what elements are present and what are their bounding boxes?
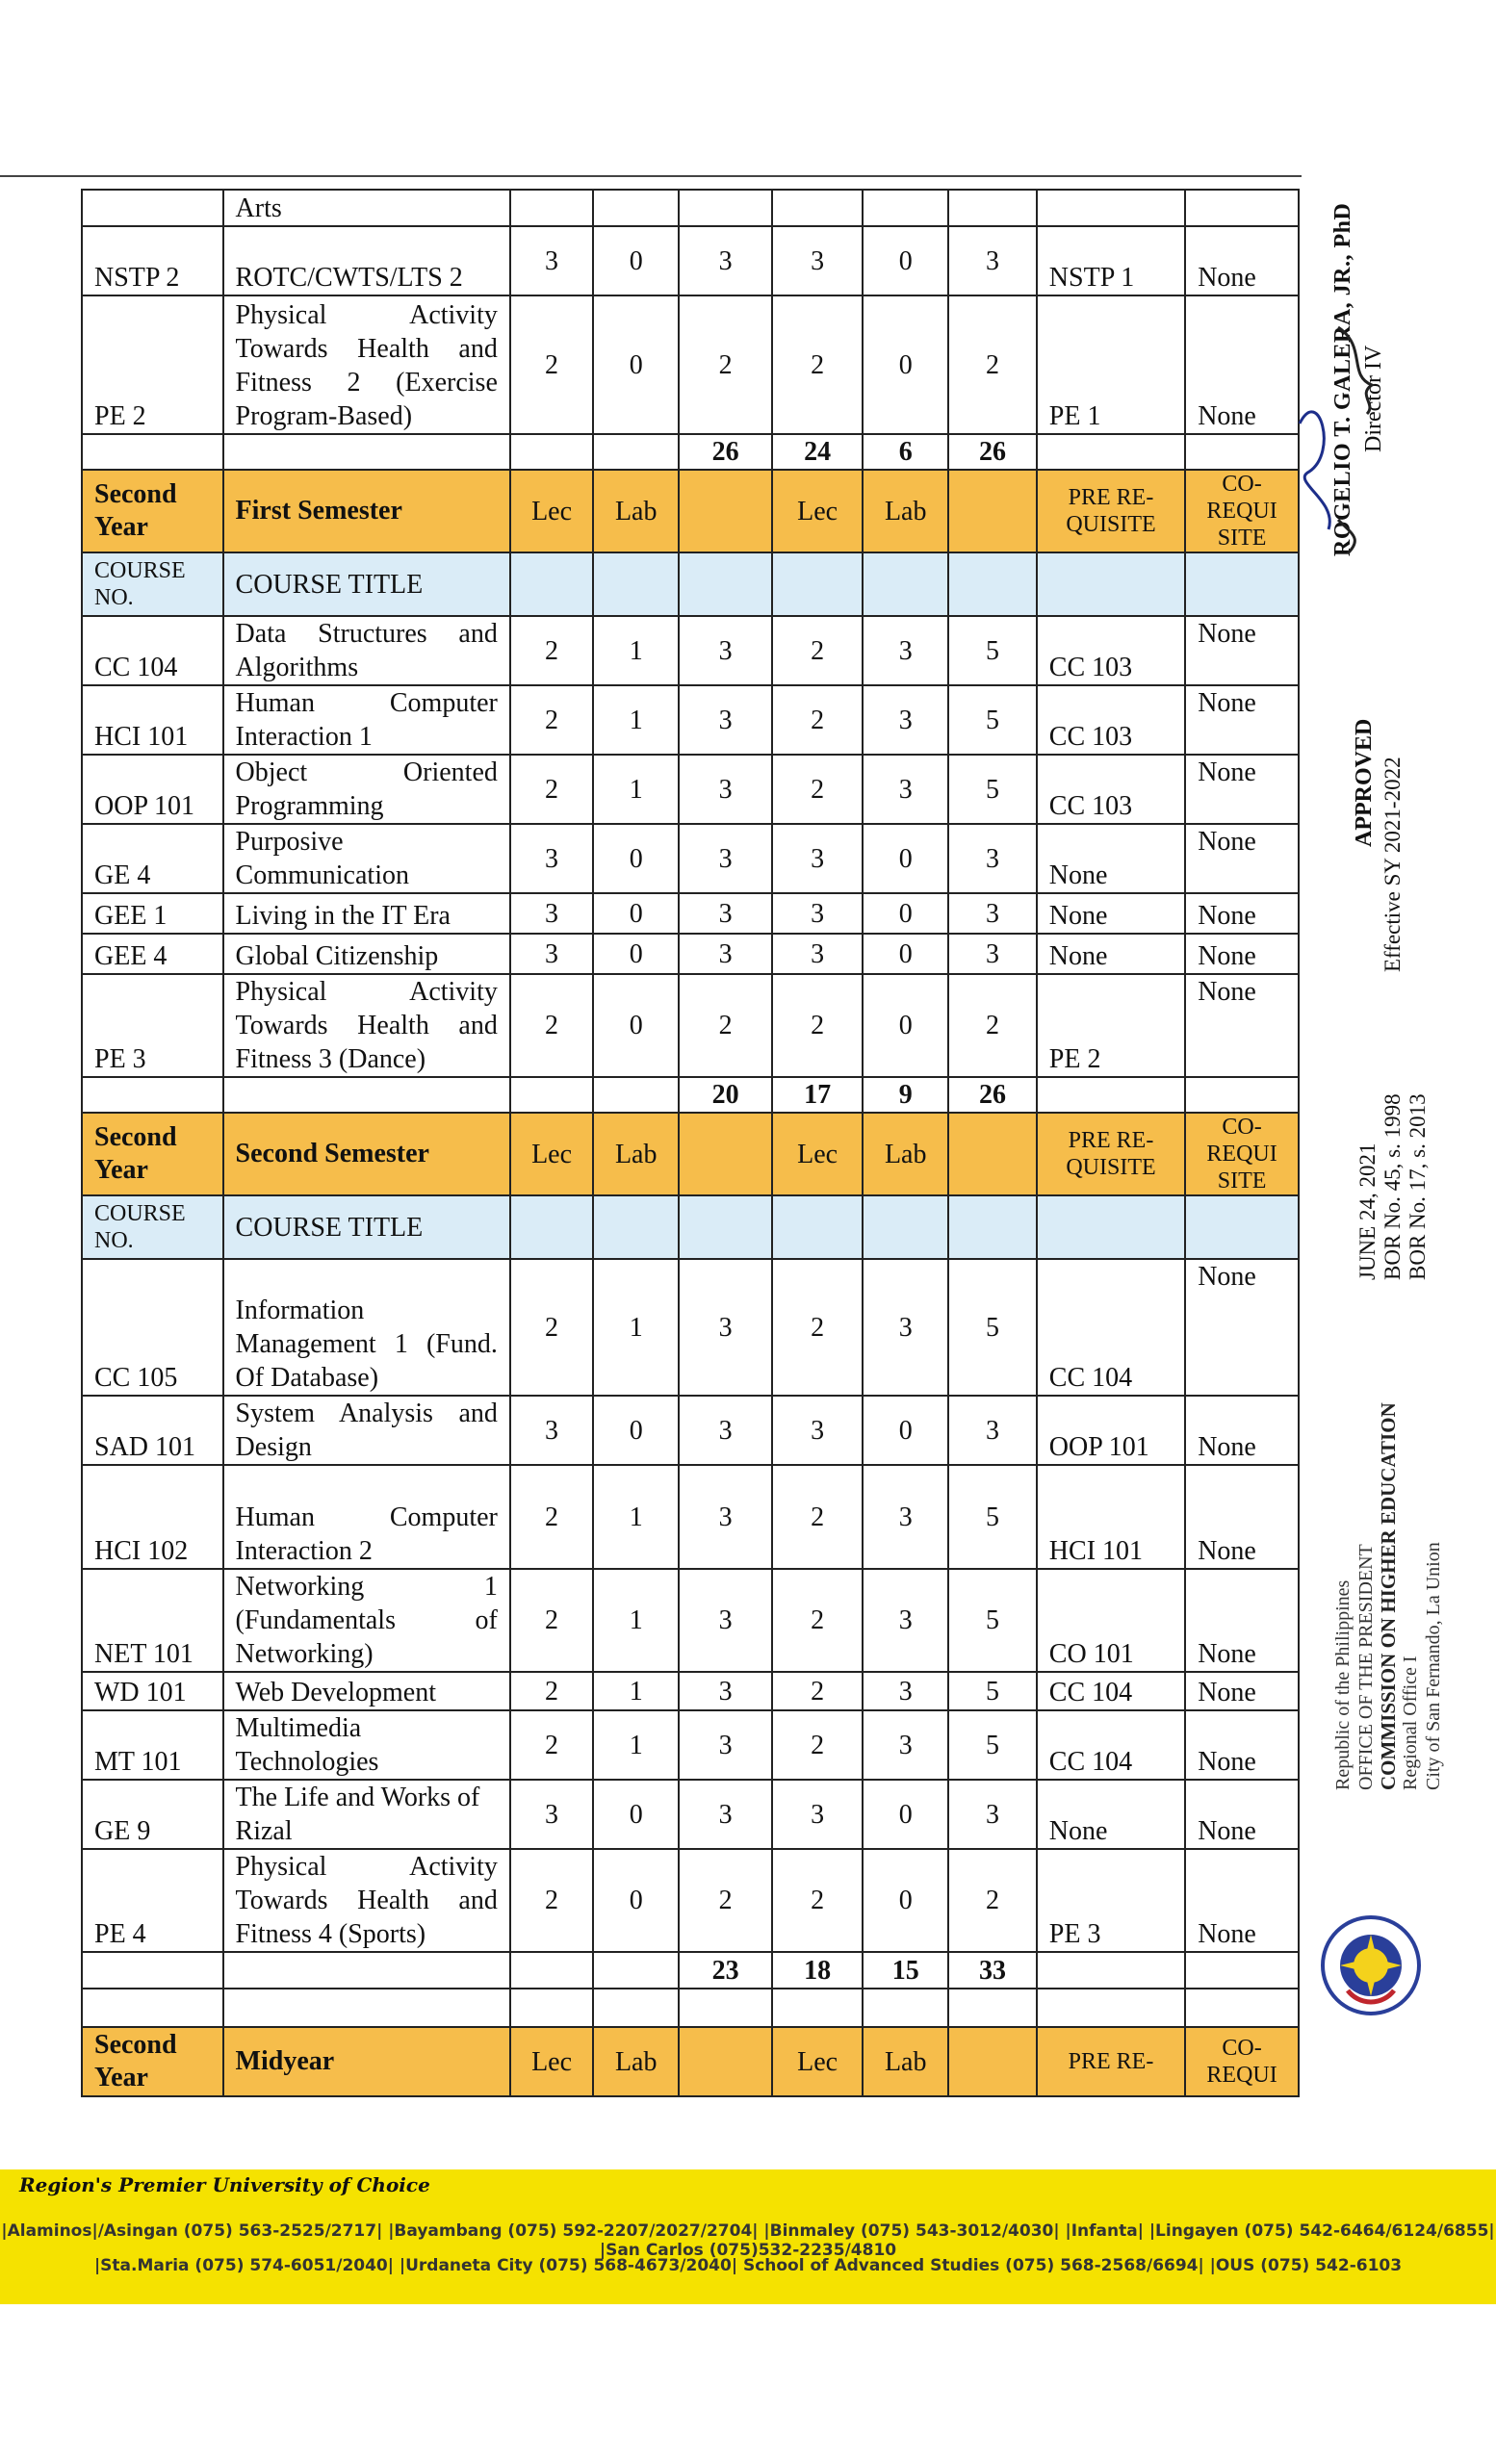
lab-units: 0	[593, 934, 679, 974]
prerequisite: PE 1	[1037, 295, 1185, 434]
total-cell: 18	[772, 1952, 863, 1989]
course-no: SAD 101	[82, 1396, 223, 1465]
credit-units: 3	[679, 685, 772, 755]
total-hours: 5	[948, 1465, 1037, 1569]
semester-header	[82, 470, 1299, 552]
prerequisite: None	[1037, 934, 1185, 974]
course-no: PE 2	[82, 295, 223, 434]
lec-header: Lec	[510, 2027, 593, 2096]
corequisite: None	[1185, 1849, 1299, 1952]
credit-units: 2	[679, 974, 772, 1077]
prerequisite: CC 104	[1037, 1672, 1185, 1710]
credit-units: 3	[679, 616, 772, 685]
table-row	[82, 295, 1299, 434]
total-hours: 5	[948, 1710, 1037, 1780]
course-title-header: COURSE TITLE	[223, 552, 510, 616]
corequisite: None	[1185, 824, 1299, 893]
lec-hours: 3	[772, 893, 863, 934]
prerequisite: CC 104	[1037, 1710, 1185, 1780]
lab-hours: 3	[863, 1465, 948, 1569]
course-title: Object Oriented Programming	[223, 755, 510, 824]
table-row	[82, 824, 1299, 893]
course-no: GE 9	[82, 1780, 223, 1849]
total-cell	[510, 1952, 593, 1989]
corequisite: None	[1185, 1465, 1299, 1569]
prerequisite: HCI 101	[1037, 1465, 1185, 1569]
credit-units: 3	[679, 1672, 772, 1710]
lab-hours: 3	[863, 1259, 948, 1396]
total-hours: 5	[948, 755, 1037, 824]
lab-units: 1	[593, 1710, 679, 1780]
lec-hours: 3	[772, 226, 863, 295]
ched-line: Regional Office I	[1400, 1656, 1421, 1790]
year-label: Second Year	[82, 2027, 223, 2096]
ched-seal-icon	[1319, 1913, 1423, 2017]
prerequisite-header: PRE RE-	[1037, 2027, 1185, 2096]
semester-label: Midyear	[223, 2027, 510, 2096]
total-cell: 15	[863, 1952, 948, 1989]
prerequisite: PE 3	[1037, 1849, 1185, 1952]
bor-reference: BOR No. 17, s. 2013	[1406, 1093, 1430, 1280]
lec-units: 2	[510, 1259, 593, 1396]
credit-units: 3	[679, 934, 772, 974]
course-no: CC 105	[82, 1259, 223, 1396]
lab-units: 0	[593, 1780, 679, 1849]
prerequisite: CC 103	[1037, 755, 1185, 824]
lec-hours: 2	[772, 974, 863, 1077]
table-row	[82, 226, 1299, 295]
table-row	[82, 893, 1299, 934]
course-no: MT 101	[82, 1710, 223, 1780]
totals-row	[82, 1952, 1299, 1989]
lec-units: 2	[510, 1849, 593, 1952]
year-label: Second Year	[82, 1113, 223, 1195]
total-cell	[510, 434, 593, 470]
lab-units: 0	[593, 295, 679, 434]
credit-units: 3	[679, 755, 772, 824]
total-cell: 26	[948, 434, 1037, 470]
lab-units: 1	[593, 1672, 679, 1710]
course-title: The Life and Works of Rizal	[223, 1780, 510, 1849]
course-title: Purposive Communication	[223, 824, 510, 893]
lec-units: 3	[510, 1780, 593, 1849]
lab-header: Lab	[863, 470, 948, 552]
corequisite-header: CO-REQUI	[1185, 2027, 1299, 2096]
course-title: Multimedia Technologies	[223, 1710, 510, 1780]
course-title: Physical Activity Towards Health and Fitness 3 (Dance)	[223, 974, 510, 1077]
prerequisite: CC 104	[1037, 1259, 1185, 1396]
lab-header: Lab	[593, 2027, 679, 2096]
total-hours: 3	[948, 1396, 1037, 1465]
corequisite: None	[1185, 974, 1299, 1077]
lab-units: 0	[593, 1396, 679, 1465]
credit-units: 3	[679, 1259, 772, 1396]
lec-units: 2	[510, 1569, 593, 1672]
total-cell: 26	[679, 434, 772, 470]
total-hours: 2	[948, 1849, 1037, 1952]
table-row	[82, 1672, 1299, 1710]
credit-units: 3	[679, 1710, 772, 1780]
lec-hours: 2	[772, 616, 863, 685]
lec-header: Lec	[510, 1113, 593, 1195]
course-title: Arts	[223, 190, 510, 226]
course-no-header: COURSE NO.	[82, 552, 223, 616]
year-label: Second Year	[82, 470, 223, 552]
lec-hours: 2	[772, 1569, 863, 1672]
campus-contacts: |Alaminos|/Asingan (075) 563-2525/2717| |Bayambang (075) 592-2207/2027/2704| |Binmaley (075) 543-3012/4030| |Infanta| |Lingayen (075) 542-6464/6124/6855| |San Carlos (075)532-2235/4810	[1, 2221, 1495, 2260]
top-border-line	[0, 175, 1302, 177]
lab-units: 1	[593, 1259, 679, 1396]
corequisite: None	[1185, 755, 1299, 824]
lec-hours: 3	[772, 824, 863, 893]
column-header-row	[82, 552, 1299, 616]
credit-units: 3	[679, 1569, 772, 1672]
lab-units: 1	[593, 1569, 679, 1672]
lec-header: Lec	[772, 1113, 863, 1195]
lec-units: 3	[510, 1396, 593, 1465]
course-no: GEE 1	[82, 893, 223, 934]
lec-header: Lec	[772, 470, 863, 552]
course-title: Information Management 1 (Fund. Of Database)	[223, 1259, 510, 1396]
course-title: ROTC/CWTS/LTS 2	[223, 226, 510, 295]
credit-units: 3	[679, 1396, 772, 1465]
course-title: Human Computer Interaction 1	[223, 685, 510, 755]
university-slogan: Region's Premier University of Choice	[19, 2173, 430, 2196]
credit-units: 3	[679, 1780, 772, 1849]
course-title-header: COURSE TITLE	[223, 1195, 510, 1259]
lec-hours: 2	[772, 1672, 863, 1710]
signature-image	[1280, 308, 1386, 558]
totals-row	[82, 1077, 1299, 1113]
lec-hours: 2	[772, 755, 863, 824]
total-hours: 3	[948, 893, 1037, 934]
course-title: System Analysis and Design	[223, 1396, 510, 1465]
course-no: GEE 4	[82, 934, 223, 974]
total-cell: 23	[679, 1952, 772, 1989]
lec-units: 2	[510, 295, 593, 434]
corequisite-header: CO-REQUI SITE	[1185, 1113, 1299, 1195]
total-cell: 24	[772, 434, 863, 470]
course-no-header: COURSE NO.	[82, 1195, 223, 1259]
lab-units: 0	[593, 974, 679, 1077]
lec-header: Lec	[510, 470, 593, 552]
lec-units: 3	[510, 824, 593, 893]
corequisite: None	[1185, 1569, 1299, 1672]
total-hours: 5	[948, 1569, 1037, 1672]
lec-units: 2	[510, 685, 593, 755]
total-hours: 3	[948, 1780, 1037, 1849]
course-title: Human Computer Interaction 2	[223, 1465, 510, 1569]
lab-hours: 0	[863, 1780, 948, 1849]
lab-units: 1	[593, 1465, 679, 1569]
approver-name: ROGELIO T. GALERA, JR., PhD	[1330, 202, 1355, 556]
lab-hours: 0	[863, 226, 948, 295]
prerequisite-header: PRE RE-QUISITE	[1037, 1113, 1185, 1195]
bor-reference: BOR No. 45, s. 1998	[1380, 1093, 1405, 1280]
total-hours: 5	[948, 1672, 1037, 1710]
total-cell: 9	[863, 1077, 948, 1113]
prerequisite: None	[1037, 893, 1185, 934]
credit-units: 2	[679, 295, 772, 434]
total-cell: 20	[679, 1077, 772, 1113]
corequisite: None	[1185, 893, 1299, 934]
table-row	[82, 1849, 1299, 1952]
prerequisite: CC 103	[1037, 685, 1185, 755]
approver-title: Director IV	[1361, 345, 1386, 452]
lab-header: Lab	[593, 470, 679, 552]
ched-line: Republic of the Philippines	[1332, 1579, 1354, 1790]
lec-units: 2	[510, 1672, 593, 1710]
table-row	[82, 1710, 1299, 1780]
empty-row	[82, 1989, 1299, 2027]
total-cell: 6	[863, 434, 948, 470]
course-no: HCI 102	[82, 1465, 223, 1569]
corequisite: None	[1185, 934, 1299, 974]
lab-units: 1	[593, 616, 679, 685]
table-row	[82, 1259, 1299, 1396]
prerequisite-header: PRE RE-QUISITE	[1037, 470, 1185, 552]
course-no: WD 101	[82, 1672, 223, 1710]
lab-hours: 3	[863, 1710, 948, 1780]
lab-units: 0	[593, 893, 679, 934]
lab-units: 0	[593, 226, 679, 295]
course-no: GE 4	[82, 824, 223, 893]
corequisite: None	[1185, 616, 1299, 685]
course-no: OOP 101	[82, 755, 223, 824]
lab-units: 0	[593, 1849, 679, 1952]
lab-header: Lab	[863, 1113, 948, 1195]
lab-hours: 3	[863, 616, 948, 685]
total-cell: 17	[772, 1077, 863, 1113]
prerequisite: OOP 101	[1037, 1396, 1185, 1465]
total-cell: 33	[948, 1952, 1037, 1989]
lab-units: 0	[593, 824, 679, 893]
course-title: Web Development	[223, 1672, 510, 1710]
credit-units: 2	[679, 1849, 772, 1952]
lab-header: Lab	[593, 1113, 679, 1195]
lab-header: Lab	[863, 2027, 948, 2096]
course-title: Networking 1 (Fundamentals of Networking)	[223, 1569, 510, 1672]
lab-units: 1	[593, 755, 679, 824]
lec-hours: 2	[772, 1259, 863, 1396]
lab-hours: 3	[863, 685, 948, 755]
prerequisite: PE 2	[1037, 974, 1185, 1077]
curriculum-table	[81, 189, 1300, 2097]
total-cell	[510, 1077, 593, 1113]
table-row	[82, 974, 1299, 1077]
corequisite: None	[1185, 226, 1299, 295]
credit-units: 3	[679, 1465, 772, 1569]
corequisite: None	[1185, 685, 1299, 755]
total-hours: 5	[948, 1259, 1037, 1396]
prerequisite: None	[1037, 1780, 1185, 1849]
total-cell	[593, 1077, 679, 1113]
credit-units: 3	[679, 893, 772, 934]
lec-units: 2	[510, 1465, 593, 1569]
ched-line: OFFICE OF THE PRESIDENT	[1355, 1544, 1377, 1790]
lec-units: 3	[510, 893, 593, 934]
lec-hours: 2	[772, 1710, 863, 1780]
approved-label: APPROVED	[1352, 718, 1377, 847]
lec-units: 2	[510, 616, 593, 685]
table-row	[82, 1396, 1299, 1465]
course-no: HCI 101	[82, 685, 223, 755]
campus-contacts: |Sta.Maria (075) 574-6051/2040| |Urdaneta City (075) 568-4673/2040| School of Advanced Studies (075) 568-2568/6694| |OUS (075) 542-6103	[93, 2256, 1403, 2275]
credit-units: 3	[679, 226, 772, 295]
course-no: NSTP 2	[82, 226, 223, 295]
table-row	[82, 685, 1299, 755]
course-title: Physical Activity Towards Health and Fitness 4 (Sports)	[223, 1849, 510, 1952]
lec-hours: 2	[772, 1465, 863, 1569]
course-no	[82, 190, 223, 226]
lab-hours: 3	[863, 755, 948, 824]
table-row	[82, 1569, 1299, 1672]
total-cell: 26	[948, 1077, 1037, 1113]
lec-hours: 3	[772, 1396, 863, 1465]
lec-hours: 2	[772, 295, 863, 434]
lec-hours: 2	[772, 1849, 863, 1952]
table-row	[82, 190, 1299, 226]
lec-hours: 2	[772, 685, 863, 755]
table-row	[82, 1465, 1299, 1569]
table-row	[82, 755, 1299, 824]
corequisite: None	[1185, 295, 1299, 434]
lec-hours: 3	[772, 934, 863, 974]
approval-date: JUNE 24, 2021	[1355, 1142, 1380, 1280]
lab-hours: 0	[863, 1849, 948, 1952]
lec-units: 3	[510, 934, 593, 974]
prerequisite: None	[1037, 824, 1185, 893]
lab-hours: 0	[863, 1396, 948, 1465]
semester-header	[82, 1113, 1299, 1195]
credit-units: 3	[679, 824, 772, 893]
corequisite: None	[1185, 1396, 1299, 1465]
course-no: PE 4	[82, 1849, 223, 1952]
prerequisite: CO 101	[1037, 1569, 1185, 1672]
lab-hours: 3	[863, 1672, 948, 1710]
total-cell	[593, 434, 679, 470]
effective-year: Effective SY 2021-2022	[1380, 757, 1405, 972]
course-no: NET 101	[82, 1569, 223, 1672]
corequisite: None	[1185, 1710, 1299, 1780]
semester-label: Second Semester	[223, 1113, 510, 1195]
corequisite-header: CO-REQUI SITE	[1185, 470, 1299, 552]
lab-units: 1	[593, 685, 679, 755]
totals-row	[82, 434, 1299, 470]
semester-header	[82, 2027, 1299, 2096]
course-title: Physical Activity Towards Health and Fitness 2 (Exercise Program-Based)	[223, 295, 510, 434]
lec-units: 2	[510, 974, 593, 1077]
semester-label: First Semester	[223, 470, 510, 552]
total-hours: 2	[948, 295, 1037, 434]
lab-hours: 3	[863, 1569, 948, 1672]
total-hours: 3	[948, 934, 1037, 974]
lec-units: 2	[510, 755, 593, 824]
course-no: PE 3	[82, 974, 223, 1077]
course-title: Data Structures and Algorithms	[223, 616, 510, 685]
table-row	[82, 934, 1299, 974]
corequisite: None	[1185, 1780, 1299, 1849]
lec-units: 3	[510, 226, 593, 295]
total-cell	[593, 1952, 679, 1989]
total-hours: 3	[948, 824, 1037, 893]
lab-hours: 0	[863, 295, 948, 434]
course-title: Living in the IT Era	[223, 893, 510, 934]
lec-hours: 3	[772, 1780, 863, 1849]
total-hours: 3	[948, 226, 1037, 295]
total-hours: 5	[948, 685, 1037, 755]
course-no: CC 104	[82, 616, 223, 685]
lab-hours: 0	[863, 934, 948, 974]
table-row	[82, 1780, 1299, 1849]
course-title: Global Citizenship	[223, 934, 510, 974]
corequisite: None	[1185, 1259, 1299, 1396]
prerequisite: NSTP 1	[1037, 226, 1185, 295]
lab-hours: 0	[863, 893, 948, 934]
total-hours: 5	[948, 616, 1037, 685]
lec-header: Lec	[772, 2027, 863, 2096]
lec-units: 2	[510, 1710, 593, 1780]
table-row	[82, 616, 1299, 685]
lab-hours: 0	[863, 824, 948, 893]
corequisite: None	[1185, 1672, 1299, 1710]
ched-line: City of San Fernando, La Union	[1423, 1542, 1444, 1790]
ched-line: COMMISSION ON HIGHER EDUCATION	[1377, 1402, 1400, 1790]
lab-hours: 0	[863, 974, 948, 1077]
prerequisite: CC 103	[1037, 616, 1185, 685]
total-hours: 2	[948, 974, 1037, 1077]
column-header-row	[82, 1195, 1299, 1259]
